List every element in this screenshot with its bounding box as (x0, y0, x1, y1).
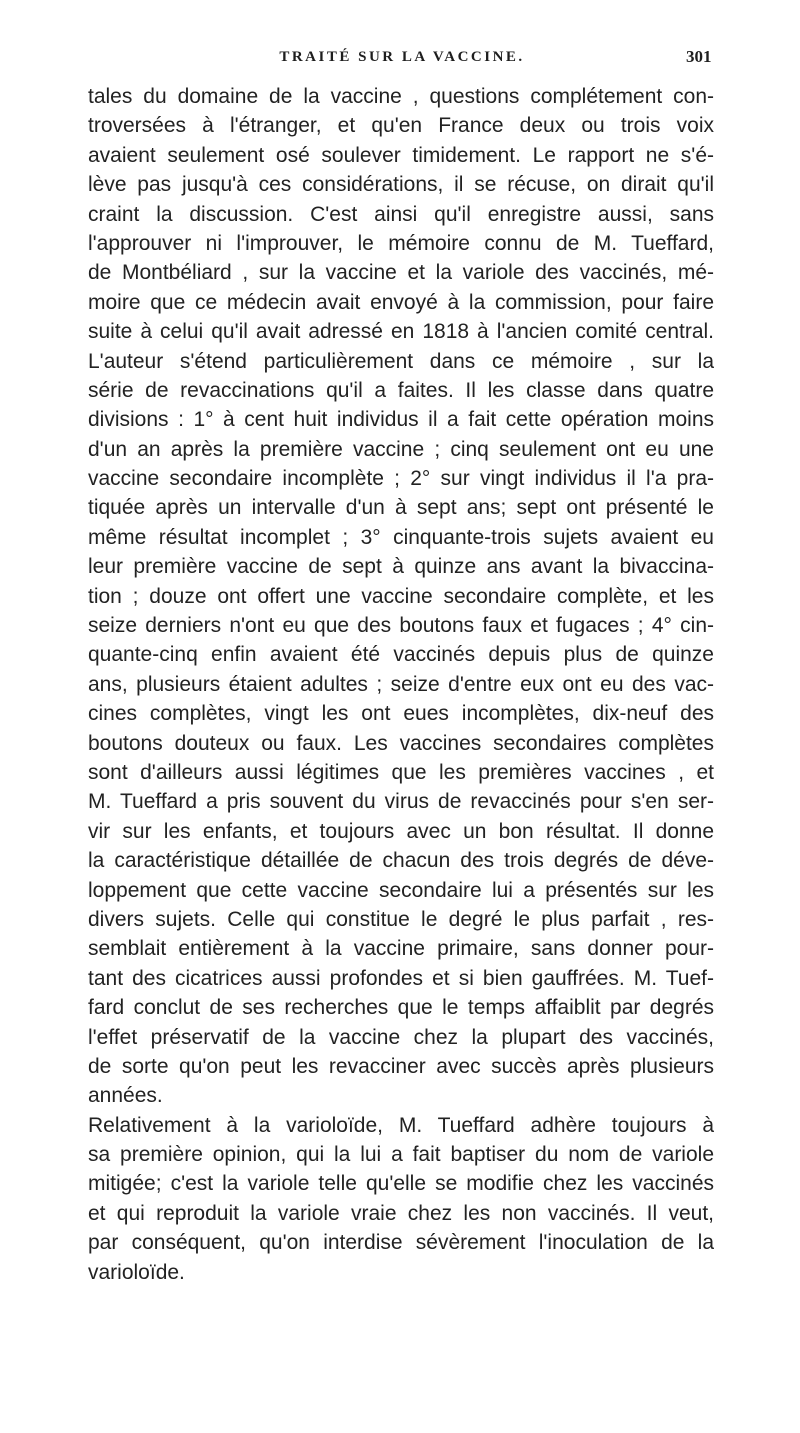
text-line: suite à celui qu'il avait adressé en 1818 à l'ancien comité central. (88, 320, 714, 344)
text-line: divers sujets. Celle qui constitue le degré le plus parfait , res- (88, 907, 714, 931)
text-line: série de revaccinations qu'il a faites. Il les classe dans quatre (88, 378, 714, 402)
text-line: seize derniers n'ont eu que des boutons faux et fugaces ; 4° cin- (88, 614, 714, 638)
text-line: troversées à l'étranger, et qu'en France deux ou trois voix (88, 114, 714, 138)
text-line: avaient seulement osé soulever timidement. Le rapport ne s'é- (88, 143, 714, 167)
text-line: semblait entièrement à la vaccine primaire, sans donner pour- (88, 937, 714, 961)
text-line: mitigée; c'est la variole telle qu'elle se modifie chez les vaccinés (88, 1172, 714, 1196)
text-line: même résultat incomplet ; 3° cinquante-trois sujets avaient eu (88, 525, 714, 549)
text-line: leur première vaccine de sept à quinze ans avant la bivaccina- (88, 555, 714, 579)
text-line: sa première opinion, qui la lui a fait baptiser du nom de variole (88, 1143, 714, 1167)
text-line: l'approuver ni l'improuver, le mémoire connu de M. Tueffard, (88, 231, 714, 255)
text-line: sont d'ailleurs aussi légitimes que les premières vaccines , et (88, 760, 714, 784)
body-text (88, 82, 714, 1287)
text-line: boutons douteux ou faux. Les vaccines secondaires complètes (88, 731, 714, 755)
text-line: tion ; douze ont offert une vaccine secondaire complète, et les (88, 584, 714, 608)
text-line: et qui reproduit la variole vraie chez les non vaccinés. Il veut, (88, 1201, 714, 1225)
text-line: quante-cinq enfin avaient été vaccinés depuis plus de quinze (88, 643, 714, 667)
text-line: Relativement à la varioloïde, M. Tueffard adhère toujours à (88, 1113, 714, 1137)
text-line: la caractéristique détaillée de chacun des trois degrés de déve- (88, 849, 714, 873)
text-line: de sorte qu'on peut les revacciner avec succès après plusieurs (88, 1054, 714, 1078)
text-line: vaccine secondaire incomplète ; 2° sur vingt individus il l'a pra- (88, 467, 714, 491)
text-line: L'auteur s'étend particulièrement dans ce mémoire , sur la (88, 349, 714, 373)
text-line: ans, plusieurs étaient adultes ; seize d'entre eux ont eu des vac- (88, 672, 714, 696)
text-line: l'effet préservatif de la vaccine chez la plupart des vaccinés, (88, 1025, 714, 1049)
text-line: loppement que cette vaccine secondaire lui a présentés sur les (88, 878, 714, 902)
text-line: divisions : 1° à cent huit individus il a fait cette opération moins (88, 408, 714, 432)
text-line: tant des cicatrices aussi profondes et si bien gauffrées. M. Tuef- (88, 966, 714, 990)
text-line: années. (88, 1084, 163, 1108)
text-line: lève pas jusqu'à ces considérations, il se récuse, on dirait qu'il (88, 173, 714, 197)
text-line: tiquée après un intervalle d'un à sept ans; sept ont présenté le (88, 496, 714, 520)
text-line: M. Tueffard a pris souvent du virus de revaccinés pour s'en ser- (88, 790, 714, 814)
running-title: TRAITÉ SUR LA VACCINE. (279, 49, 525, 65)
page-number: 301 (686, 47, 712, 66)
text-line: de Montbéliard , sur la vaccine et la variole des vaccinés, mé- (88, 261, 714, 285)
running-header (0, 44, 800, 74)
text-line: par conséquent, qu'on interdise sévèrement l'inoculation de la (88, 1231, 714, 1255)
text-line: tales du domaine de la vaccine , questions complétement con- (88, 85, 714, 108)
text-line: cines complètes, vingt les ont eues incomplètes, dix-neuf des (88, 702, 714, 726)
text-line: moire que ce médecin avait envoyé à la commission, pour faire (88, 290, 714, 314)
text-line: d'un an après la première vaccine ; cinq seulement ont eu une (88, 437, 714, 461)
text-line: vir sur les enfants, et toujours avec un bon résultat. Il donne (88, 819, 714, 843)
text-line: craint la discussion. C'est ainsi qu'il enregistre aussi, sans (88, 202, 714, 226)
text-line: varioloïde. (88, 1260, 185, 1284)
text-line: fard conclut de ses recherches que le temps affaiblit par degrés (88, 996, 714, 1020)
